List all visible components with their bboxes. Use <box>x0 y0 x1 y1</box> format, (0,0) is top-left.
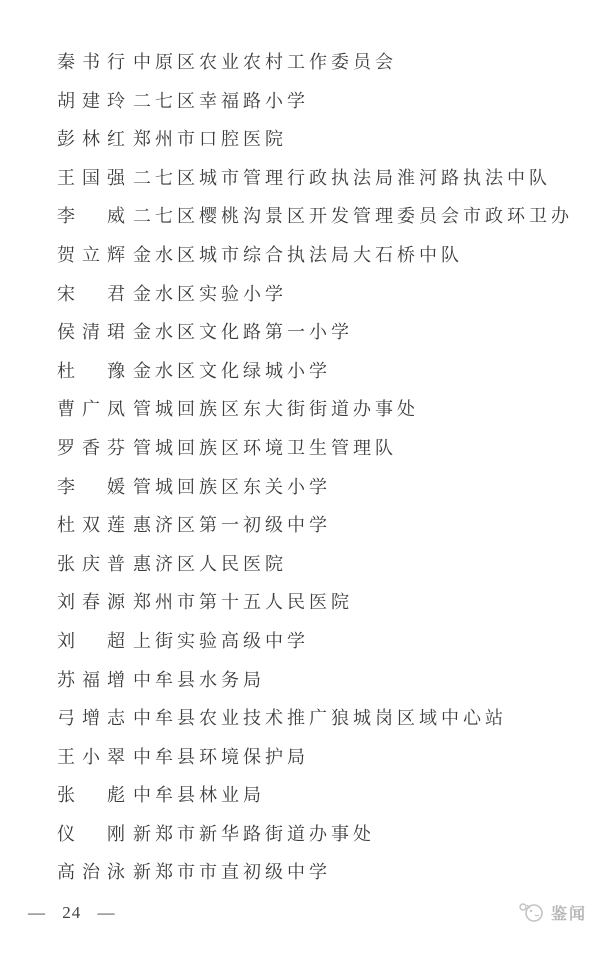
mascot-logo-icon <box>517 900 547 924</box>
roster-row <box>57 785 592 824</box>
organization-name: 新郑市市直初级中学 <box>133 862 331 883</box>
organization-name: 中牟县水务局 <box>133 669 265 690</box>
person-name: 张彪 <box>57 785 125 806</box>
person-name: 罗香芬 <box>57 437 125 458</box>
organization-name: 二七区城市管理行政执法局淮河路执法中队 <box>133 167 551 188</box>
person-name: 贺立辉 <box>57 244 125 265</box>
roster-row <box>57 862 592 901</box>
roster-row <box>57 747 592 786</box>
person-name: 苏福增 <box>57 669 125 690</box>
roster-row <box>57 52 592 91</box>
organization-name: 金水区实验小学 <box>133 283 287 304</box>
roster-row <box>57 129 592 168</box>
person-name: 李媛 <box>57 476 125 497</box>
organization-name: 二七区樱桃沟景区开发管理委员会市政环卫办 <box>133 206 573 227</box>
person-name: 张庆普 <box>57 553 125 574</box>
roster-row <box>57 592 592 631</box>
organization-name: 中牟县林业局 <box>133 785 265 806</box>
person-name: 刘春源 <box>57 592 125 613</box>
watermark <box>517 900 587 924</box>
organization-name: 管城回族区环境卫生管理队 <box>133 437 397 458</box>
roster-row <box>57 670 592 709</box>
person-name: 王国强 <box>57 167 125 188</box>
organization-name: 新郑市新华路街道办事处 <box>133 823 375 844</box>
organization-name: 管城回族区东大街街道办事处 <box>133 399 419 420</box>
person-name: 高治泳 <box>57 862 125 883</box>
roster-row <box>57 91 592 130</box>
person-name: 宋君 <box>57 283 125 304</box>
organization-name: 金水区城市综合执法局大石桥中队 <box>133 244 463 265</box>
person-name: 侯清珺 <box>57 322 125 343</box>
organization-name: 二七区幸福路小学 <box>133 90 309 111</box>
roster-row <box>57 399 592 438</box>
organization-name: 金水区文化绿城小学 <box>133 360 331 381</box>
roster-row <box>57 361 592 400</box>
roster-row <box>57 168 592 207</box>
organization-name: 管城回族区东关小学 <box>133 476 331 497</box>
roster-row <box>57 322 592 361</box>
person-name: 王小翠 <box>57 746 125 767</box>
organization-name: 郑州市第十五人民医院 <box>133 592 353 613</box>
person-name: 秦书行 <box>57 52 125 72</box>
roster-row <box>57 245 592 284</box>
person-name: 胡建玲 <box>57 90 125 111</box>
roster-row <box>57 284 592 323</box>
organization-name: 中牟县农业技术推广狼城岗区域中心站 <box>133 708 507 729</box>
person-name: 弓增志 <box>57 708 125 729</box>
roster-list <box>57 52 592 901</box>
person-name: 曹广凤 <box>57 399 125 420</box>
person-name: 刘超 <box>57 630 125 651</box>
roster-row <box>57 708 592 747</box>
roster-row <box>57 631 592 670</box>
person-name: 仪刚 <box>57 823 125 844</box>
roster-row <box>57 477 592 516</box>
watermark-label: 鉴闻 <box>550 905 587 923</box>
person-name: 彭林红 <box>57 129 125 150</box>
person-name: 杜双莲 <box>57 515 125 536</box>
organization-name: 中原区农业农村工作委员会 <box>133 52 397 72</box>
person-name: 杜豫 <box>57 360 125 381</box>
roster-row <box>57 515 592 554</box>
roster-row <box>57 206 592 245</box>
person-name: 李威 <box>57 206 125 227</box>
page-number: — 24 — <box>28 903 116 922</box>
organization-name: 惠济区第一初级中学 <box>133 515 331 536</box>
organization-name: 上街实验高级中学 <box>133 630 309 651</box>
roster-row <box>57 438 592 477</box>
roster-row <box>57 554 592 593</box>
organization-name: 郑州市口腔医院 <box>133 129 287 150</box>
organization-name: 惠济区人民医院 <box>133 553 287 574</box>
roster-row <box>57 824 592 863</box>
organization-name: 金水区文化路第一小学 <box>133 322 353 343</box>
organization-name: 中牟县环境保护局 <box>133 746 309 767</box>
